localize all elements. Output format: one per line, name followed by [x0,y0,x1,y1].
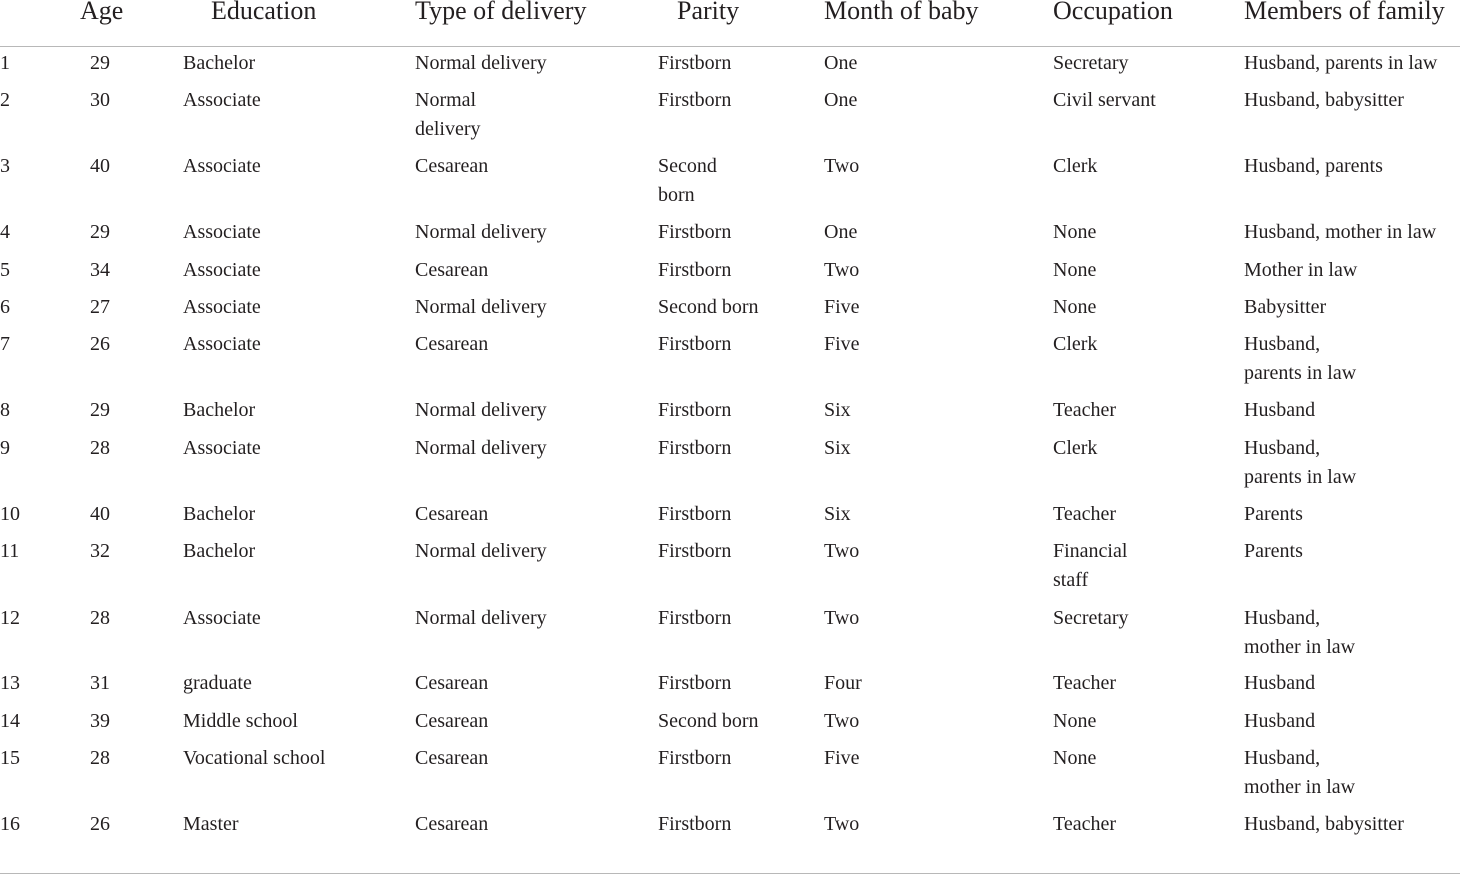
cell-education: Associate [183,296,261,318]
cell-row-number: 12 [0,607,20,629]
cell-education: Associate [183,333,261,355]
cell-month-of-baby: One [824,52,858,74]
cell-row-number: 11 [0,540,20,562]
cell-month-of-baby: Six [824,437,851,459]
cell-month-of-baby: Six [824,503,851,525]
cell-occupation: None [1053,221,1097,243]
cell-occupation: Teacher [1053,813,1116,835]
cell-parity: Firstborn [658,747,732,769]
cell-type-of-delivery: Normal delivery [415,540,547,562]
cell-age: 32 [90,540,110,562]
cell-month-of-baby: Two [824,813,860,835]
cell-age: 40 [90,503,110,525]
cell-age: 29 [90,221,110,243]
cell-education: Middle school [183,710,298,732]
cell-age: 30 [90,89,110,111]
cell-type-of-delivery: Cesarean [415,155,489,177]
cell-month-of-baby: Two [824,540,860,562]
cell-type-of-delivery: Normal delivery [415,399,547,421]
cell-month-of-baby: Six [824,399,851,421]
cell-parity: Second born [658,296,759,318]
cell-type-of-delivery: Normal delivery [415,607,547,629]
cell-row-number: 9 [0,437,10,459]
cell-type-of-delivery: Cesarean [415,747,489,769]
cell-type-of-delivery: Cesarean [415,710,489,732]
cell-row-number: 1 [0,52,10,74]
cell-members-of-family: Husband [1244,672,1316,694]
cell-education: Associate [183,89,261,111]
cell-occupation: Teacher [1053,503,1116,525]
cell-education: Master [183,813,239,835]
cell-education: Bachelor [183,503,256,525]
header-parity: Parity [677,0,740,25]
cell-type-of-delivery: Normal delivery [415,52,547,74]
header-education: Education [211,0,317,25]
cell-education: Associate [183,155,261,177]
cell-education: Associate [183,607,261,629]
cell-month-of-baby: One [824,89,858,111]
cell-occupation: None [1053,747,1097,769]
cell-occupation: None [1053,296,1097,318]
cell-row-number: 7 [0,333,10,355]
cell-age: 27 [90,296,110,318]
cell-row-number: 4 [0,221,10,243]
cell-month-of-baby: Five [824,333,860,355]
cell-members-of-family: Parents [1244,540,1303,562]
cell-row-number: 3 [0,155,10,177]
cell-education: Bachelor [183,399,256,421]
cell-row-number: 8 [0,399,10,421]
cell-parity: Second born [658,155,717,206]
cell-occupation: None [1053,710,1097,732]
cell-age: 26 [90,333,110,355]
cell-type-of-delivery: Cesarean [415,813,489,835]
cell-education: Associate [183,259,261,281]
cell-education: graduate [183,672,252,694]
cell-month-of-baby: Five [824,296,860,318]
cell-row-number: 5 [0,259,10,281]
cell-row-number: 14 [0,710,20,732]
cell-members-of-family: Husband, babysitter [1244,813,1404,835]
cell-members-of-family: Husband, parents in law [1244,333,1357,384]
cell-age: 28 [90,607,110,629]
cell-parity: Firstborn [658,333,732,355]
cell-members-of-family: Husband, parents in law [1244,437,1357,488]
cell-month-of-baby: Two [824,710,860,732]
cell-age: 26 [90,813,110,835]
cell-parity: Firstborn [658,607,732,629]
cell-occupation: Financial staff [1053,540,1128,591]
cell-age: 31 [90,672,110,694]
cell-parity: Firstborn [658,259,732,281]
cell-education: Associate [183,221,261,243]
cell-age: 34 [90,259,110,281]
cell-type-of-delivery: Normal delivery [415,437,547,459]
cell-members-of-family: Mother in law [1244,259,1358,281]
cell-education: Bachelor [183,540,256,562]
cell-row-number: 13 [0,672,20,694]
cell-occupation: Secretary [1053,52,1129,74]
cell-members-of-family: Parents [1244,503,1303,525]
cell-row-number: 16 [0,813,20,835]
cell-members-of-family: Husband, babysitter [1244,89,1404,111]
cell-age: 39 [90,710,110,732]
table-header-row [0,0,1460,47]
cell-parity: Firstborn [658,672,732,694]
cell-education: Bachelor [183,52,256,74]
cell-parity: Firstborn [658,437,732,459]
cell-age: 28 [90,437,110,459]
cell-education: Vocational school [183,747,326,769]
cell-type-of-delivery: Cesarean [415,333,489,355]
header-members-of-family: Members of family [1244,0,1445,25]
cell-members-of-family: Husband, mother in law [1244,221,1437,243]
cell-type-of-delivery: Normal delivery [415,296,547,318]
cell-members-of-family: Husband [1244,710,1316,732]
cell-occupation: Civil servant [1053,89,1156,111]
cell-parity: Firstborn [658,89,732,111]
cell-age: 29 [90,52,110,74]
cell-month-of-baby: Two [824,259,860,281]
cell-occupation: Teacher [1053,672,1116,694]
cell-occupation: Teacher [1053,399,1116,421]
cell-row-number: 15 [0,747,20,769]
cell-month-of-baby: Five [824,747,860,769]
cell-type-of-delivery: Cesarean [415,503,489,525]
table-bottom-rule [0,873,1460,874]
cell-row-number: 2 [0,89,10,111]
header-age: Age [80,0,124,25]
cell-age: 28 [90,747,110,769]
cell-parity: Firstborn [658,813,732,835]
cell-parity: Firstborn [658,52,732,74]
header-month-of-baby: Month of baby [824,0,979,25]
cell-occupation: Secretary [1053,607,1129,629]
cell-age: 29 [90,399,110,421]
cell-occupation: Clerk [1053,437,1098,459]
cell-members-of-family: Husband [1244,399,1316,421]
cell-month-of-baby: Two [824,155,860,177]
cell-members-of-family: Husband, parents [1244,155,1383,177]
cell-parity: Firstborn [658,503,732,525]
cell-education: Associate [183,437,261,459]
header-type-of-delivery: Type of delivery [415,0,587,25]
cell-month-of-baby: Four [824,672,862,694]
cell-parity: Second born [658,710,759,732]
cell-members-of-family: Husband, parents in law [1244,52,1438,74]
cell-parity: Firstborn [658,399,732,421]
cell-month-of-baby: One [824,221,858,243]
cell-occupation: None [1053,259,1097,281]
cell-type-of-delivery: Cesarean [415,672,489,694]
cell-members-of-family: Husband, mother in law [1244,747,1356,798]
cell-occupation: Clerk [1053,155,1098,177]
cell-month-of-baby: Two [824,607,860,629]
cell-type-of-delivery: Normal delivery [415,221,547,243]
cell-occupation: Clerk [1053,333,1098,355]
cell-parity: Firstborn [658,221,732,243]
cell-age: 40 [90,155,110,177]
cell-members-of-family: Husband, mother in law [1244,607,1356,658]
header-occupation: Occupation [1053,0,1173,25]
cell-type-of-delivery: Cesarean [415,259,489,281]
cell-members-of-family: Babysitter [1244,296,1327,318]
cell-row-number: 10 [0,503,20,525]
cell-type-of-delivery: Normal delivery [415,89,481,140]
cell-row-number: 6 [0,296,10,318]
cell-parity: Firstborn [658,540,732,562]
